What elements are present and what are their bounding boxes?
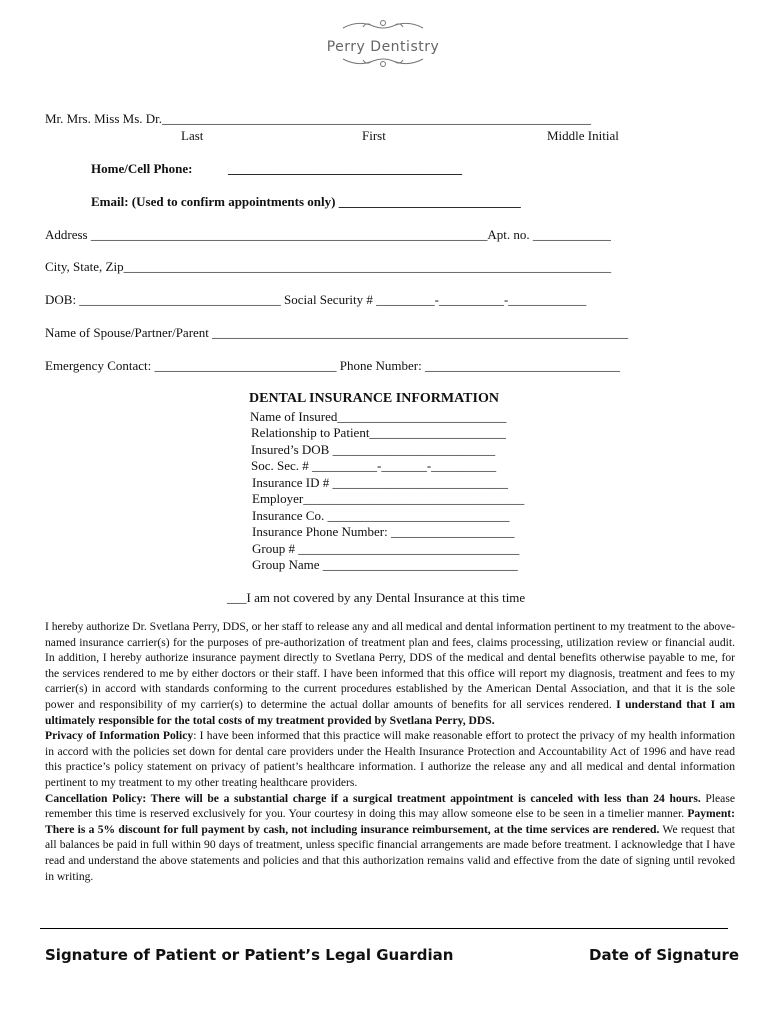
insured-ssn-field[interactable]: Soc. Sec. # __________-_______-__________ [251,458,497,473]
ornament-top-icon [333,18,433,32]
insurance-id-field[interactable]: Insurance ID # ___________________________ [252,475,508,490]
email-field[interactable]: Email: (Used to confirm appointments only) ____________________________ [91,194,521,209]
last-name-label: Last [181,128,204,143]
cancellation-text: Please remember this time is reserved exclusively for you. Your courtesy in doing this may allow someone else to be seen in a timelier manner. [45,791,735,821]
privacy-text: : I have been informed that this practice will make reasonable effort to protect the privacy of my health information in accord with the policies set down for dental care providers under the Health Insurance Protection and Accountability Act of 1996 and have read this practice’s policy statement on privacy of patient’s healthcare information. I authorize the release any and all medical and dental information pertinent to my treatment to my other treating healthcare providers. [45,729,735,789]
insurance-company-field[interactable]: Insurance Co. ____________________________ [252,508,510,523]
insured-name-field[interactable]: Name of Insured__________________________ [250,409,507,424]
phone-label: Home/Cell Phone: [91,161,193,176]
employer-field[interactable]: Employer__________________________________ [252,491,525,506]
address-field[interactable]: Address _____________________________________________________________Apt. no. ____________ [45,227,611,242]
signature-line[interactable] [40,928,728,929]
perry-dentistry-logo [318,18,448,74]
phone-field[interactable]: ____________________________________ [228,161,462,176]
name-prefix-field[interactable]: Mr. Mrs. Miss Ms. Dr.__________________________________________________________________ [45,111,592,126]
date-of-signature-label: Date of Signature [589,946,740,964]
emergency-contact-field[interactable]: Emergency Contact: ____________________________ Phone Number: ______________________________ [45,358,620,373]
payment-policy: Payment: There is a 5% discount for full payment by cash, not including insurance reimbursement, at the time services are rendered. [45,807,735,836]
cancellation-policy: Cancellation Policy: There will be a substantial charge if a surgical treatment appointment is canceled with less than 24 hours. [45,791,701,805]
group-number-field[interactable]: Group # __________________________________ [252,541,520,556]
logo-name: Perry Dentistry [326,39,440,55]
patient-signature-label: Signature of Patient or Patient’s Legal Guardian [45,946,454,964]
payment-text: We request that all balances be paid in full within 90 days of treatment, unless specific financial arrangements are made before treatment. I acknowledge that I have read and understand the above statements and policies and that this authorization remains valid and effective from the date of signing until revoked in writing. [45,822,735,883]
ornament-bottom-icon [333,55,433,69]
insured-dob-field[interactable]: Insured’s DOB _________________________ [251,442,496,457]
authorization-p1: I hereby authorize Dr. Svetlana Perry, DDS, or her staff to release any and all medical and dental information pertinent to my treatment to the above-named insurance carrier(s) for the purposes of pre-authorization of treatment plan and fees, claims processing, utilization review or financial audit. In addition, I hereby authorize insurance payment directly to Svetlana Perry, DDS of the medical and dental benefits otherwise payable to me, for the services rendered to me by either doctors or their staff. I have been informed that this office will report my diagnosis, treatment and fees to my carrier(s) in accord with standards conforming to the current procedures established by the American Dental Association, and that it is the sole power and responsibility of my carrier(s) to determine the actual dollar amounts of benefits for all services rendered. [45,620,735,711]
relationship-field[interactable]: Relationship to Patient_____________________ [251,425,506,440]
responsibility-statement: I understand that I am ultimately responsible for the total costs of my treatment provided by Svetlana Perry, DDS. [45,697,735,727]
spouse-field[interactable]: Name of Spouse/Partner/Parent ________________________________________________________________ [45,325,629,340]
dob-ssn-field[interactable]: DOB: _______________________________ Social Security # _________-__________-____________ [45,292,587,307]
city-state-zip-field[interactable]: City, State, Zip___________________________________________________________________________ [45,259,612,274]
insurance-phone-field[interactable]: Insurance Phone Number: ___________________ [252,524,515,539]
not-covered-checkbox[interactable]: ___I am not covered by any Dental Insurance at this time [227,590,526,605]
authorization-text [45,619,735,884]
privacy-label: Privacy of Information Policy [45,729,194,743]
insurance-title: DENTAL INSURANCE INFORMATION [249,391,499,406]
first-name-label: First [362,128,386,143]
middle-initial-label: Middle Initial [547,128,619,143]
group-name-field[interactable]: Group Name ______________________________ [252,557,518,572]
